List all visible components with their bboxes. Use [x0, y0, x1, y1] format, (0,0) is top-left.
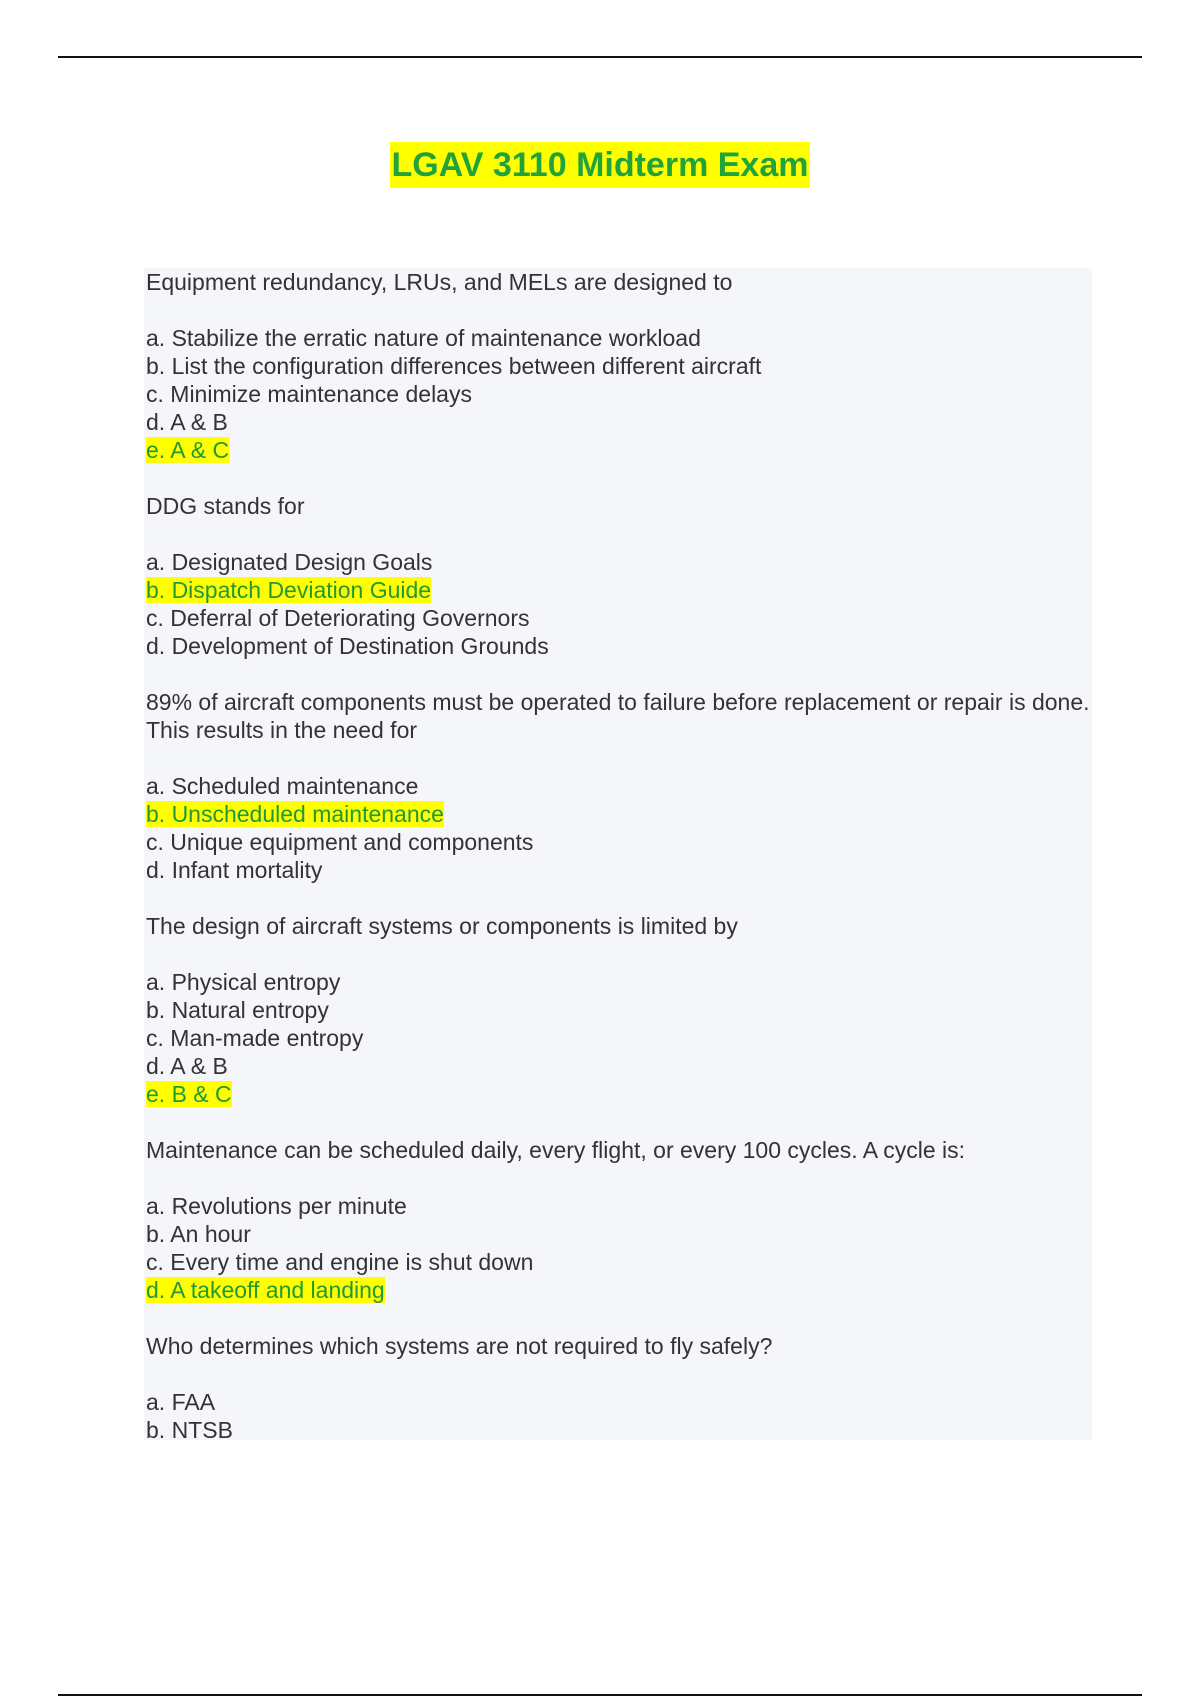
question-item — [146, 268, 1090, 464]
answer-option-text: d. A takeoff and landing — [146, 1277, 385, 1303]
answer-option-text: d. Infant mortality — [146, 857, 323, 883]
answer-option — [146, 604, 1090, 632]
question-item — [146, 912, 1090, 1108]
answer-option-text: e. B & C — [146, 1081, 232, 1107]
answer-option-text: b. Natural entropy — [146, 997, 329, 1023]
option-list — [146, 1388, 1090, 1444]
answer-option-text: d. Development of Destination Grounds — [146, 633, 549, 659]
answer-option-text: c. Deferral of Deteriorating Governors — [146, 605, 530, 631]
answer-option — [146, 548, 1090, 576]
option-list — [146, 968, 1090, 1108]
question-item — [146, 492, 1090, 660]
option-list — [146, 772, 1090, 884]
answer-option — [146, 632, 1090, 660]
question-item — [146, 688, 1090, 884]
answer-option-text: c. Every time and engine is shut down — [146, 1249, 534, 1275]
question-text: Maintenance can be scheduled daily, every flight, or every 100 cycles. A cycle is: — [146, 1137, 966, 1163]
answer-option-correct — [146, 436, 1090, 464]
answer-option — [146, 968, 1090, 996]
question-item — [146, 1332, 1090, 1444]
answer-option — [146, 352, 1090, 380]
page-title: LGAV 3110 Midterm Exam — [390, 142, 811, 188]
option-list — [146, 1192, 1090, 1304]
question-item — [146, 1136, 1090, 1304]
answer-option — [146, 1024, 1090, 1052]
answer-option-text: a. Revolutions per minute — [146, 1193, 407, 1219]
answer-option-text: e. A & C — [146, 437, 230, 463]
question-list-inner — [144, 268, 1092, 1444]
answer-option — [146, 1220, 1090, 1248]
answer-option-text: b. An hour — [146, 1221, 251, 1247]
answer-option-text: b. Unscheduled maintenance — [146, 801, 444, 827]
answer-option-correct — [146, 1276, 1090, 1304]
answer-option — [146, 1416, 1090, 1444]
answer-option — [146, 1388, 1090, 1416]
answer-option — [146, 996, 1090, 1024]
answer-option-text: c. Unique equipment and components — [146, 829, 534, 855]
question-text: 89% of aircraft components must be operated to failure before replacement or repair is done. This results in the need for — [146, 689, 1090, 743]
top-rule — [58, 56, 1142, 58]
answer-option — [146, 324, 1090, 352]
bottom-rule — [58, 1694, 1142, 1696]
answer-option-text: c. Man-made entropy — [146, 1025, 364, 1051]
answer-option — [146, 828, 1090, 856]
answer-option — [146, 380, 1090, 408]
answer-option-text: a. Scheduled maintenance — [146, 773, 419, 799]
question-text: Equipment redundancy, LRUs, and MELs are designed to — [146, 269, 733, 295]
answer-option-text: c. Minimize maintenance delays — [146, 381, 472, 407]
title-container — [0, 142, 1200, 188]
answer-option-text: a. Physical entropy — [146, 969, 341, 995]
answer-option-text: d. A & B — [146, 1053, 228, 1079]
question-list — [144, 268, 1092, 1443]
question-text: The design of aircraft systems or components is limited by — [146, 913, 738, 939]
answer-option-correct — [146, 800, 1090, 828]
answer-option — [146, 1248, 1090, 1276]
answer-option — [146, 1192, 1090, 1220]
option-list — [146, 324, 1090, 464]
answer-option-text: a. FAA — [146, 1389, 216, 1415]
answer-option-correct — [146, 576, 1090, 604]
answer-option — [146, 408, 1090, 436]
answer-option-text: d. A & B — [146, 409, 228, 435]
answer-option — [146, 856, 1090, 884]
answer-option-text: a. Designated Design Goals — [146, 549, 433, 575]
answer-option — [146, 772, 1090, 800]
answer-option — [146, 1052, 1090, 1080]
answer-option-correct — [146, 1080, 1090, 1108]
question-text: DDG stands for — [146, 493, 305, 519]
answer-option-text: b. NTSB — [146, 1417, 233, 1443]
question-text: Who determines which systems are not required to fly safely? — [146, 1333, 773, 1359]
answer-option-text: a. Stabilize the erratic nature of maintenance workload — [146, 325, 701, 351]
option-list — [146, 548, 1090, 660]
answer-option-text: b. Dispatch Deviation Guide — [146, 577, 432, 603]
answer-option-text: b. List the configuration differences between different aircraft — [146, 353, 762, 379]
